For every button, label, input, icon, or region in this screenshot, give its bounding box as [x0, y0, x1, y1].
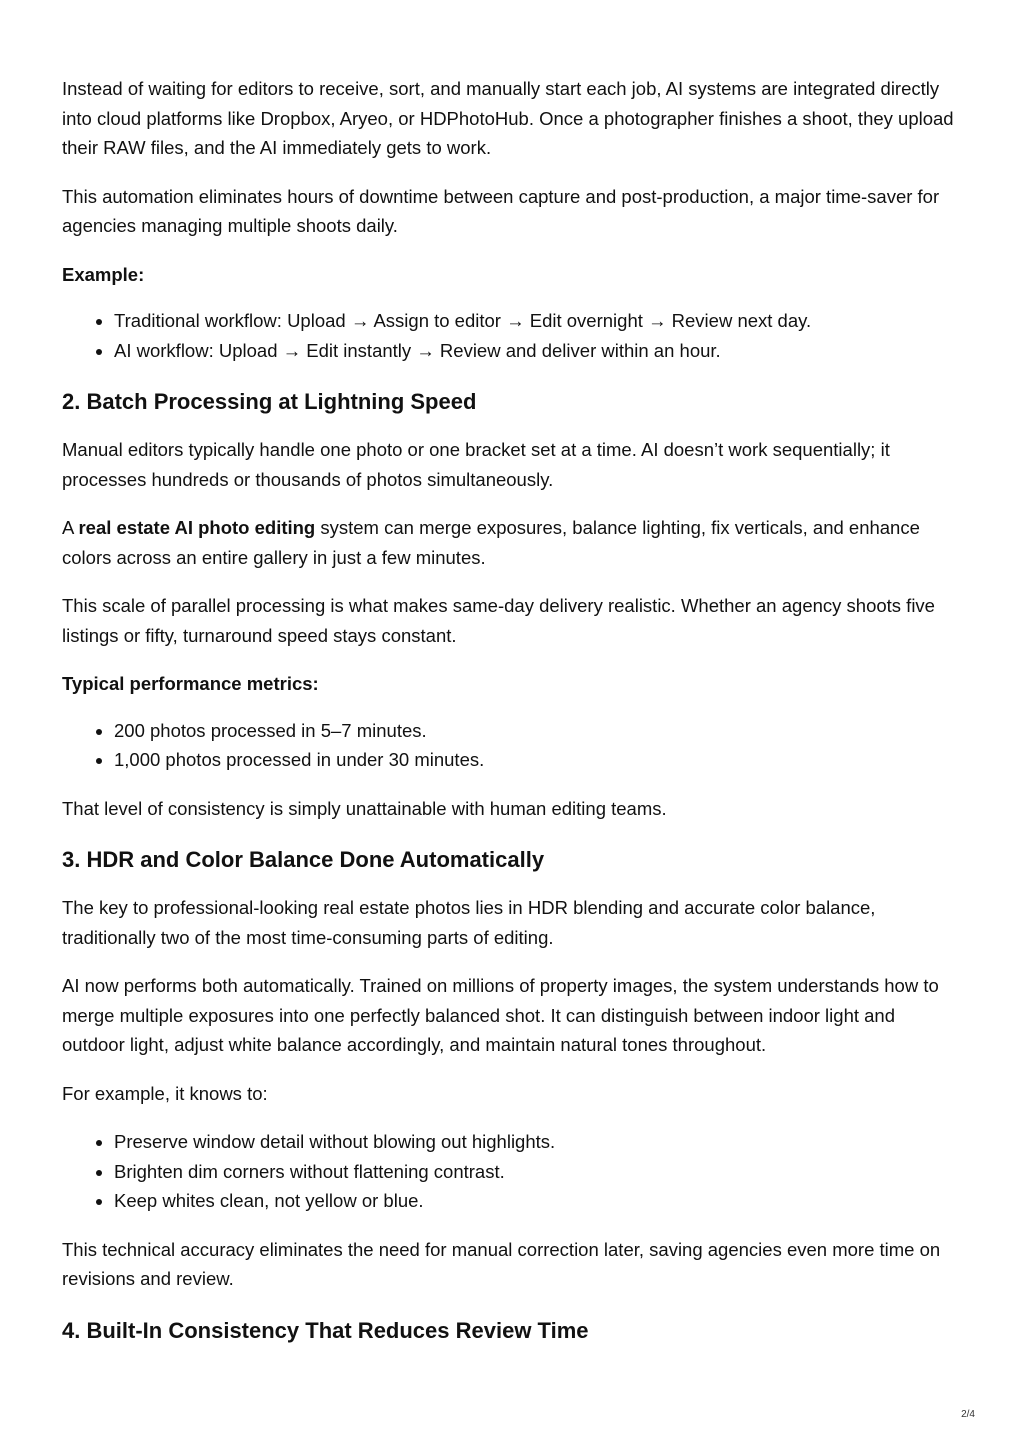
list-item: • Preserve window detail without blowing out highlights.	[114, 1127, 962, 1157]
section-2-paragraph-2	[62, 513, 962, 572]
section-3-paragraph-3: For example, it knows to:	[62, 1082, 268, 1104]
section-2-paragraph-4: That level of consistency is simply unattainable with human editing teams.	[62, 797, 667, 819]
section-3-paragraph-2: AI now performs both automatically. Trained on millions of property images, the system understands how to merge multiple exposures into one perfectly balanced shot. It can distinguish between indoor light and outdoor light, adjust white balance accordingly, and maintain natural tones throughout.	[62, 975, 939, 1055]
list-item: • Brighten dim corners without flattening contrast.	[114, 1157, 962, 1187]
section-4-heading: 4. Built-In Consistency That Reduces Review Time	[62, 1317, 589, 1343]
section-3-heading: 3. HDR and Color Balance Done Automatically	[62, 847, 545, 872]
section-3-paragraph-1: The key to professional-looking real estate photos lies in HDR blending and accurate color balance, traditionally two of the most time-consuming parts of editing.	[62, 897, 876, 948]
paragraph-rest: system can merge exposures, balance lighting, fix verticals, and enhance colors across an entire gallery in just a few minutes.	[62, 517, 920, 568]
metrics-label: Typical performance metrics:	[62, 673, 319, 694]
intro-paragraph-2: This automation eliminates hours of downtime between capture and post-production, a major time-saver for agencies managing multiple shoots daily.	[62, 185, 940, 236]
page-number: 2/4	[961, 1409, 975, 1420]
article-body	[62, 74, 962, 1364]
intro-paragraph-1: Instead of waiting for editors to receive, sort, and manually start each job, AI systems are integrated directly into cloud platforms like Dropbox, Aryeo, or HDPhotoHub. Once a photographer finishes a shoot, they upload their RAW files, and the AI immediately gets to work.	[62, 78, 954, 158]
hdr-list	[62, 1127, 962, 1216]
paragraph-prefix: A	[62, 517, 79, 538]
list-item: • 1,000 photos processed in under 30 minutes.	[114, 745, 962, 775]
metrics-list	[62, 716, 962, 775]
section-2-paragraph-3: This scale of parallel processing is what makes same-day delivery realistic. Whether an agency shoots five listings or fifty, turnaround speed stays constant.	[62, 595, 935, 646]
list-item: • 200 photos processed in 5–7 minutes.	[114, 716, 962, 746]
list-item: • AI workflow: Upload → Edit instantly → Review and deliver within an hour.	[114, 336, 962, 366]
section-2-heading: 2. Batch Processing at Lightning Speed	[62, 389, 477, 414]
example-label: Example:	[62, 263, 145, 285]
list-item: • Traditional workflow: Upload → Assign to editor → Edit overnight → Review next day.	[114, 306, 962, 336]
section-3-paragraph-4: This technical accuracy eliminates the need for manual correction later, saving agencies even more time on revisions and review.	[62, 1238, 941, 1289]
section-2-paragraph-1: Manual editors typically handle one photo or one bracket set at a time. AI doesn’t work sequentially; it processes hundreds or thousands of photos simultaneously.	[62, 439, 890, 490]
example-list	[62, 306, 962, 365]
list-item: • Keep whites clean, not yellow or blue.	[114, 1186, 962, 1216]
keyword-link-text: real estate AI photo editing	[78, 517, 316, 538]
